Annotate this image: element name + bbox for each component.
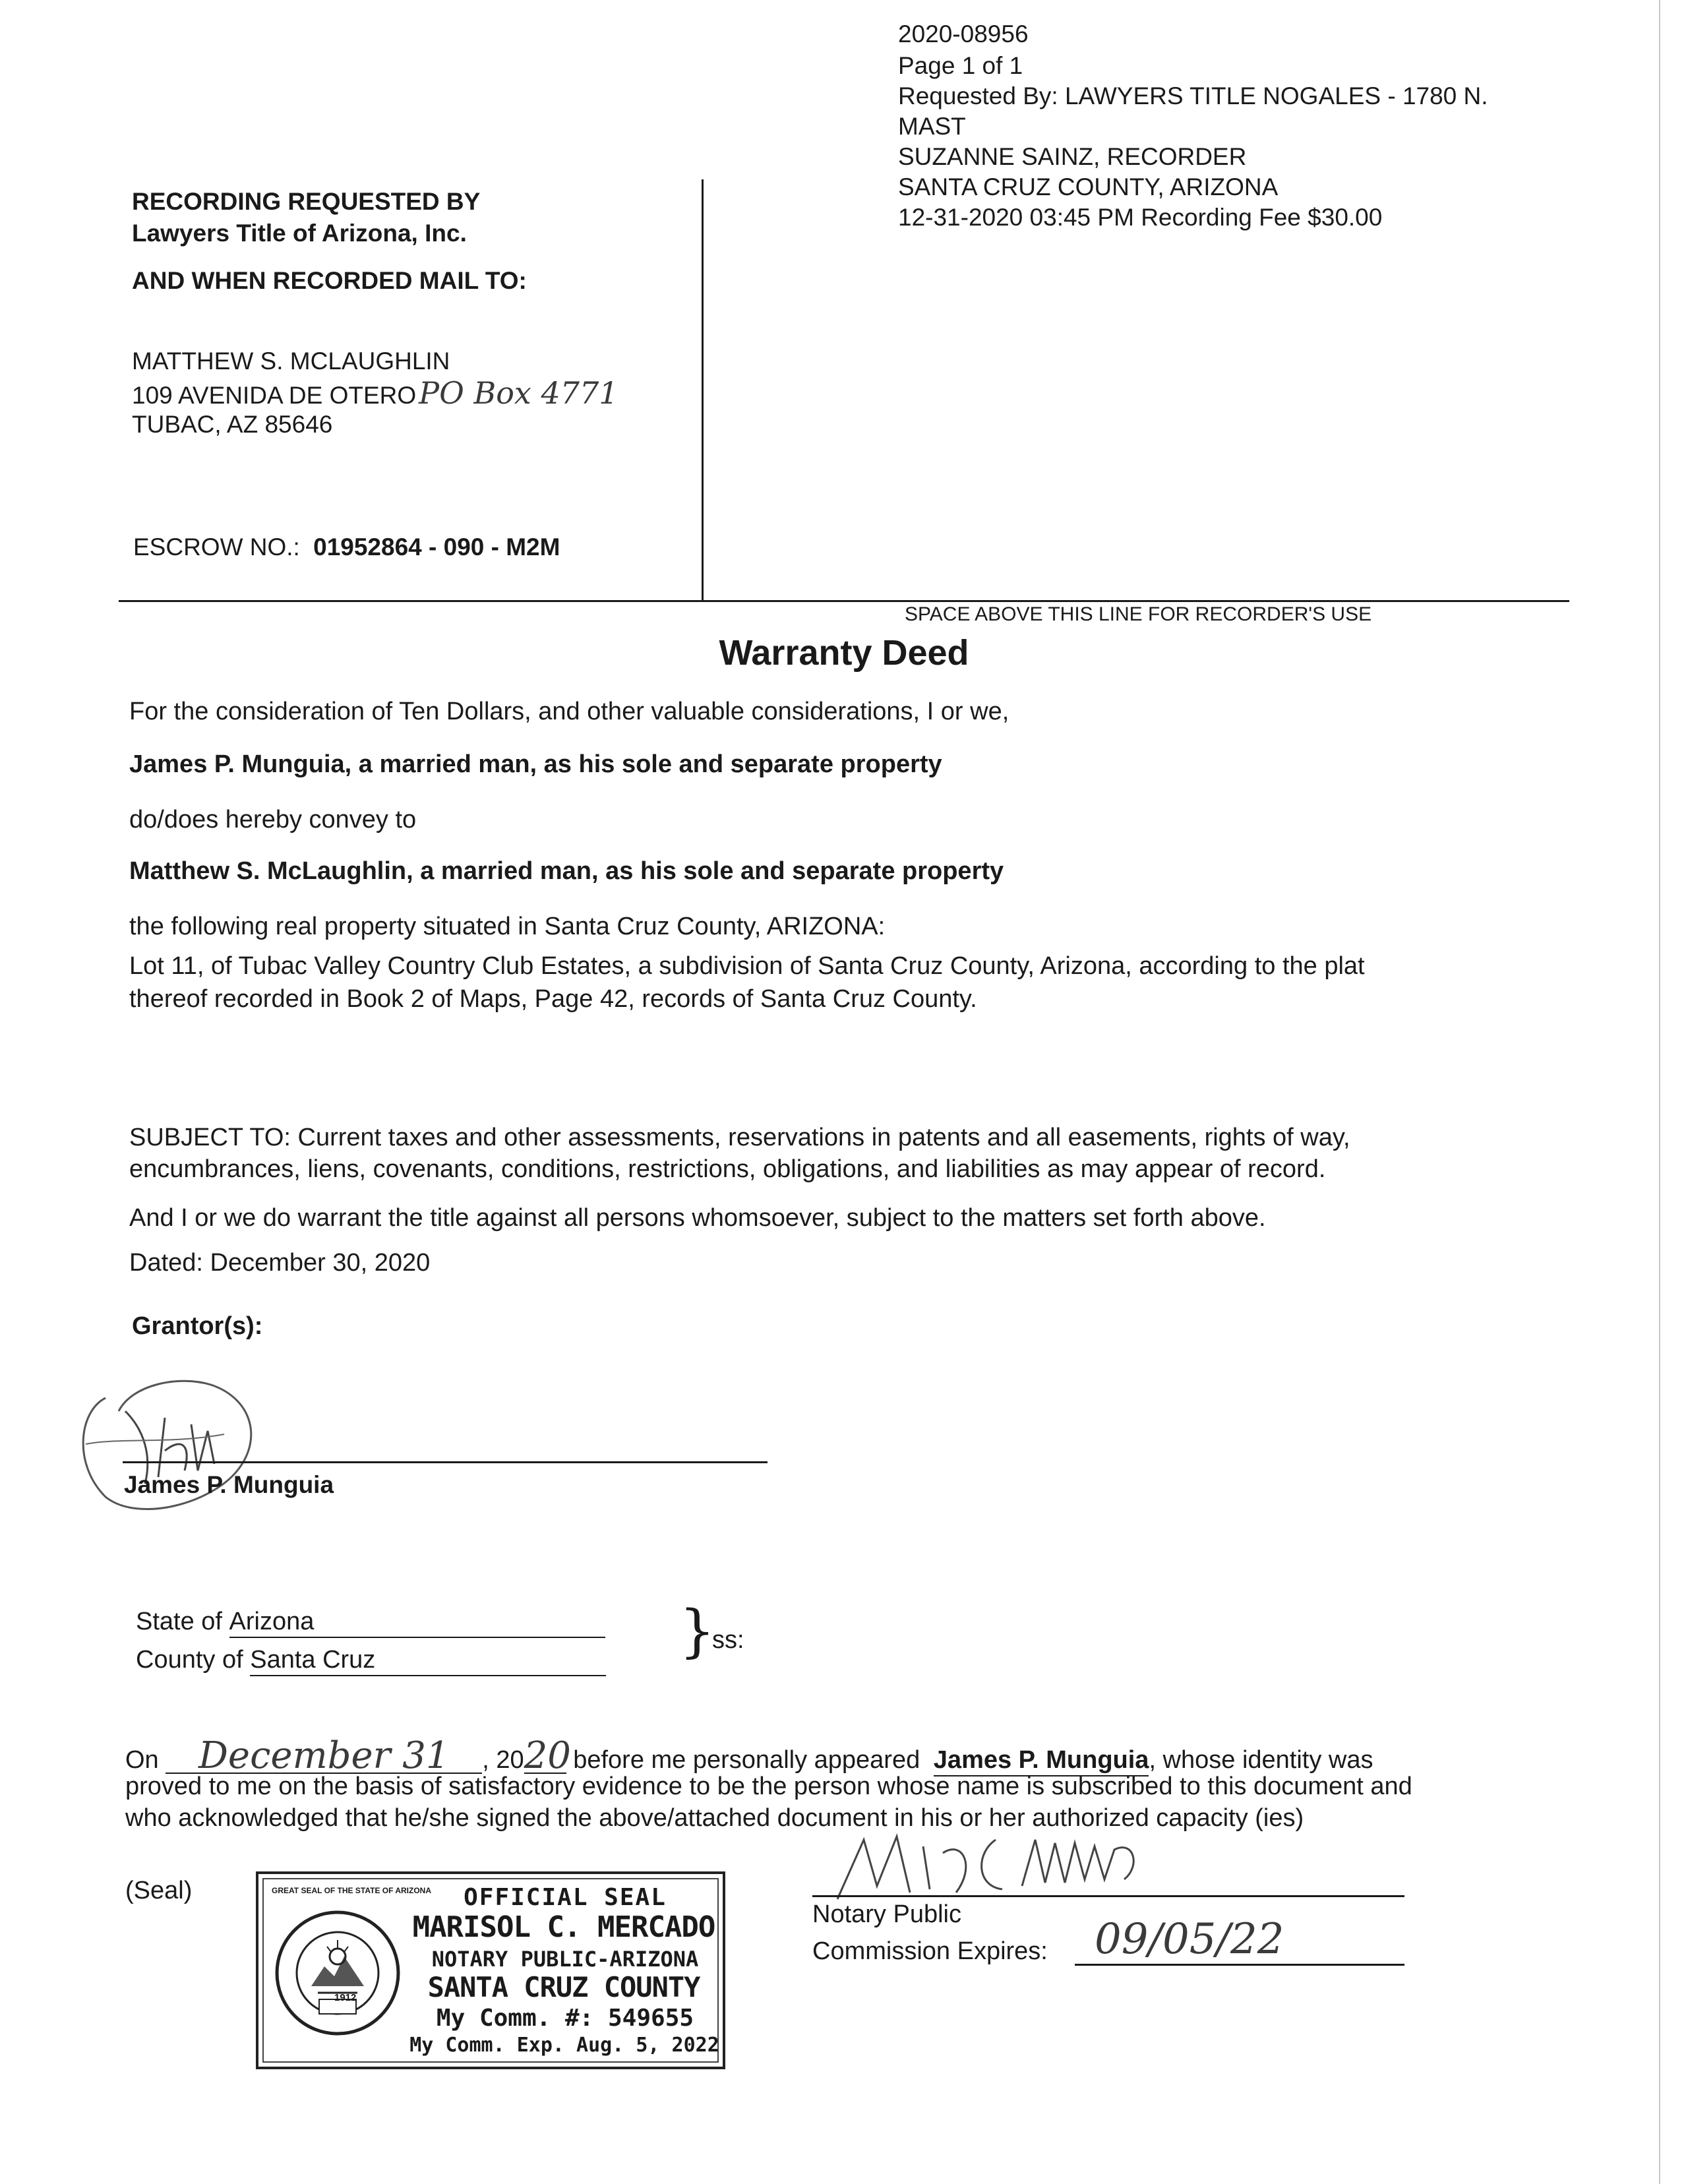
deed-title: Warranty Deed [719,633,969,673]
venue-brace: } [679,1598,715,1664]
dated-line: Dated: December 30, 2020 [129,1249,431,1277]
grantor-signature [66,1372,277,1523]
recorder-space-note: SPACE ABOVE THIS LINE FOR RECORDER'S USE [905,603,1372,625]
ack-before: before me personally appeared [573,1746,920,1774]
property-intro: the following real property situated in Santa Cruz County, ARIZONA: [129,913,886,940]
requested-by-heading: RECORDING REQUESTED BY [132,188,481,215]
grantor-statement: James P. Munguia, a married man, as his sole and separate property [129,750,942,778]
mail-to-address [132,375,618,411]
seal-emblem-year: 1912 [334,1992,357,2003]
grantor-signature-line [123,1461,768,1463]
notary-stamp [256,1871,725,2069]
mail-to-name: MATTHEW S. MCLAUGHLIN [132,348,450,375]
recording-number: 2020-08956 [898,20,1029,47]
consideration-text: For the consideration of Ten Dollars, and other valuable considerations, I or we, [129,698,1010,725]
commission-expiry-line [1075,1964,1404,1966]
ack-appeared-name: James P. Munguia [934,1745,1149,1776]
recording-requested-by-cont: MAST [898,113,966,140]
scan-edge-line [1659,0,1660,2184]
ack-year-prefix: , 20 [482,1746,524,1774]
legal-description-line2: thereof recorded in Book 2 of Maps, Page 42, records of Santa Cruz County. [129,985,977,1013]
ack-date-handwritten: December 31 [166,1740,482,1774]
recorder-line [119,600,1569,602]
venue-county [136,1645,606,1676]
grantors-label: Grantor(s): [132,1312,263,1340]
stamp-official-seal: OFFICIAL SEAL [464,1884,667,1911]
escrow-value: 01952864 - 090 - M2M [313,533,560,561]
acknowledgment-line2: proved to me on the basis of satisfactory evidence to be the person whose name is subscribed to this document and [125,1773,1412,1800]
stamp-comm-number: My Comm. #: 549655 [436,2005,694,2032]
recorder-name: SUZANNE SAINZ, RECORDER [898,143,1247,170]
notary-signature-line [812,1895,1404,1897]
commission-expires-label: Commission Expires: [812,1937,1048,1965]
county-value: Santa Cruz [250,1645,606,1676]
notary-signature [824,1827,1207,1906]
vertical-divider [702,179,704,601]
recording-page: Page 1 of 1 [898,52,1023,79]
mail-to-heading: AND WHEN RECORDED MAIL TO: [132,267,527,294]
mail-to-city: TUBAC, AZ 85646 [132,411,333,438]
notary-public-label: Notary Public [812,1900,961,1928]
subject-to-line2: encumbrances, liens, covenants, conditions, restrictions, obligations, and liabilities as may appear of record. [129,1155,1326,1183]
legal-description-line1: Lot 11, of Tubac Valley Country Club Estates, a subdivision of Santa Cruz County, Arizona, according to the plat [129,952,1365,980]
recording-datetime-fee: 12-31-2020 03:45 PM Recording Fee $30.00 [898,204,1383,231]
recorder-county: SANTA CRUZ COUNTY, ARIZONA [898,173,1279,200]
convey-text: do/does hereby convey to [129,806,417,834]
stamp-notary-county: SANTA CRUZ COUNTY [427,1971,700,2003]
mail-to-street: 109 AVENIDA DE OTERO [132,382,417,409]
grantor-name-printed: James P. Munguia [124,1471,334,1498]
subject-to-line1: SUBJECT TO: Current taxes and other assessments, reservations in patents and all easements, rights of way, [129,1124,1350,1151]
requested-by-company: Lawyers Title of Arizona, Inc. [132,220,467,247]
seal-emblem-text: GREAT SEAL OF THE STATE OF ARIZONA [272,1886,431,1895]
commission-expiry-handwritten: 09/05/22 [1095,1915,1284,1964]
acknowledgment-line3: who acknowledged that he/she signed the above/attached document in his or her authorized capacity (ies) [125,1804,1304,1832]
venue-ss: ss: [712,1626,744,1654]
grantee-statement: Matthew S. McLaughlin, a married man, as his sole and separate property [129,857,1004,885]
ack-on: On [125,1746,159,1774]
escrow-number [133,533,560,562]
state-value: Arizona [229,1606,605,1638]
stamp-notary-state: NOTARY PUBLIC-ARIZONA [431,1947,699,1972]
stamp-comm-expiry: My Comm. Exp. Aug. 5, 2022 [409,2034,719,2057]
county-label: County of [136,1646,243,1674]
ack-whose: , whose identity was [1149,1746,1373,1774]
recording-requested-by: Requested By: LAWYERS TITLE NOGALES - 1780 N. [898,82,1488,109]
handwritten-po-box: PO Box 4771 [419,375,618,411]
arizona-seal-emblem [272,1894,404,2052]
venue-state [136,1606,605,1638]
ack-year-handwritten: 20 [524,1734,571,1777]
seal-label: (Seal) [125,1877,193,1904]
stamp-notary-name: MARISOL C. MERCADO [412,1910,715,1944]
escrow-label: ESCROW NO.: [133,533,300,561]
warrant-statement: And I or we do warrant the title against all persons whomsoever, subject to the matters set forth above. [129,1204,1266,1232]
state-label: State of [136,1608,222,1635]
